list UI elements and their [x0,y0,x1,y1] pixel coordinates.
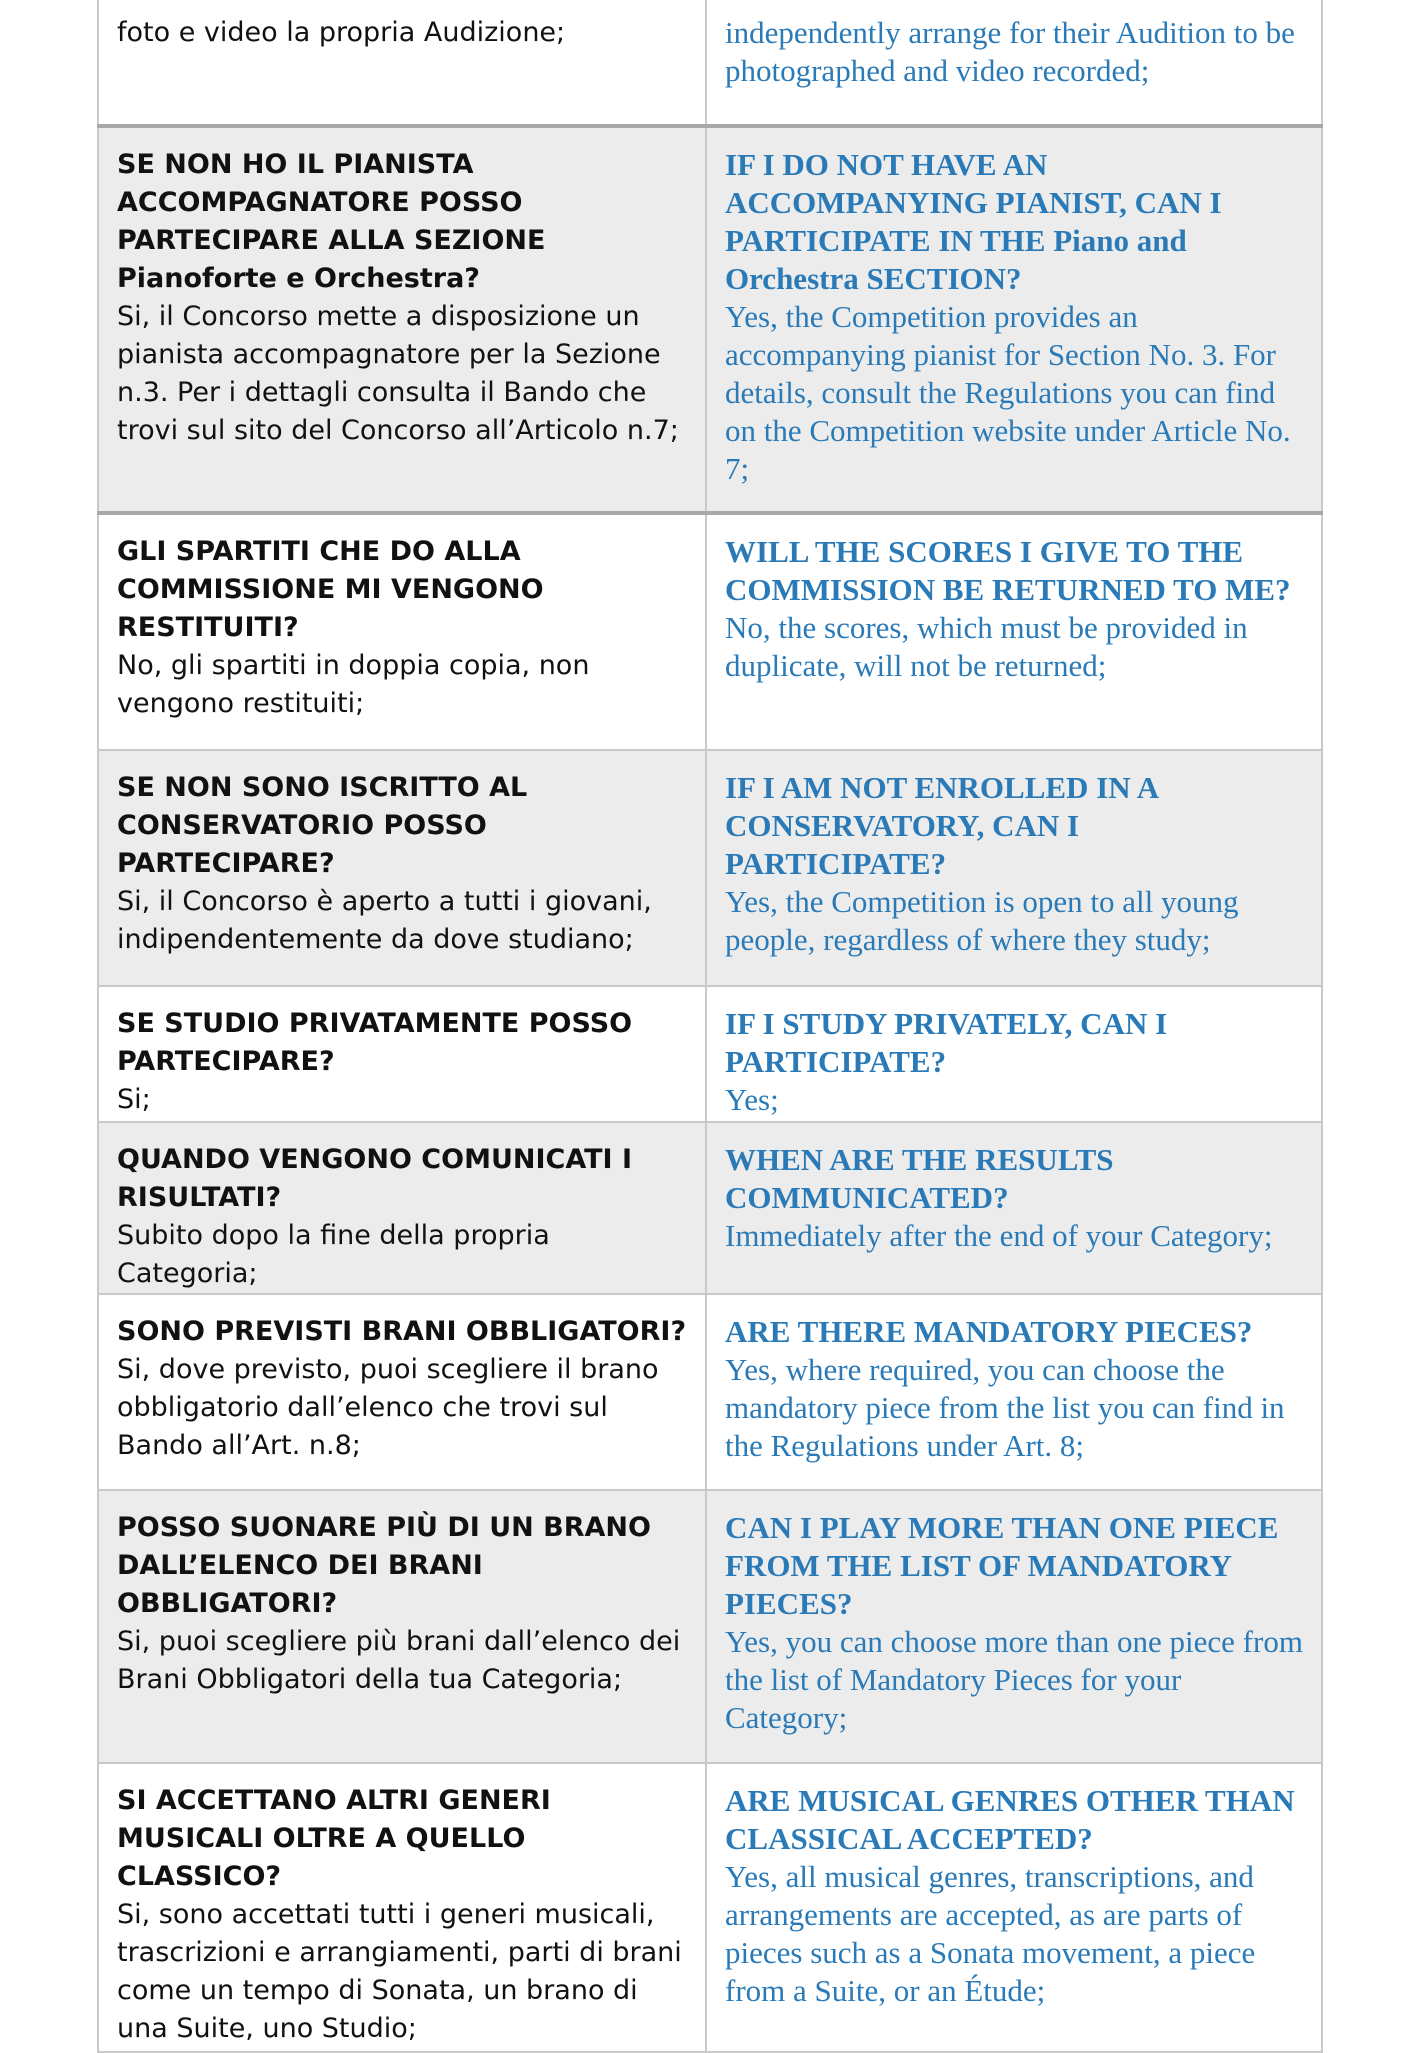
cell-english [706,0,1322,126]
english-answer: Yes, where required, you can choose the mandatory piece from the list you can find in the Regulations under Art. 8; [725,1352,1285,1463]
english-answer: No, the scores, which must be provided in duplicate, will not be returned; [725,610,1248,683]
italian-text: foto e video la propria Audizione; [117,17,566,48]
english-question: ARE MUSICAL GENRES OTHER THAN CLASSICAL ACCEPTED? [725,1783,1295,1856]
italian-answer: Si, sono accettati tutti i generi musicali, trascrizioni e arrangiamenti, parti di brani come un tempo di Sonata, un brano di una Suite, uno Studio; [117,1899,682,2044]
italian-question: SI ACCETTANO ALTRI GENERI MUSICALI OLTRE A QUELLO CLASSICO? [117,1785,551,1892]
cell-italian [98,1294,706,1490]
english-question: WHEN ARE THE RESULTS COMMUNICATED? [725,1142,1114,1215]
cell-italian [98,0,706,126]
cell-italian [98,1490,706,1763]
english-question: ARE THERE MANDATORY PIECES? [725,1314,1253,1349]
english-answer: Yes, the Competition is open to all young people, regardless of where they study; [725,884,1239,957]
faq-row-genres [98,1763,1322,2052]
cell-italian [98,1763,706,2052]
italian-question: QUANDO VENGONO COMUNICATI I RISULTATI? [117,1144,633,1213]
cell-italian [98,986,706,1122]
italian-question: SE NON SONO ISCRITTO AL CONSERVATORIO POSSO PARTECIPARE? [117,772,528,879]
cell-english [706,1490,1322,1763]
english-answer: Yes, the Competition provides an accompanying pianist for Section No. 3. For details, consult the Regulations you can find on the Competition website under Article No. 7; [725,299,1291,486]
faq-row-multiple-pieces [98,1490,1322,1763]
english-question: CAN I PLAY MORE THAN ONE PIECE FROM THE LIST OF MANDATORY PIECES? [725,1510,1279,1621]
italian-answer: No, gli spartiti in doppia copia, non vengono restituiti; [117,650,590,719]
italian-question: SONO PREVISTI BRANI OBBLIGATORI? [117,1316,687,1347]
cell-english [706,513,1322,750]
italian-question: POSSO SUONARE PIÙ DI UN BRANO DALL’ELENCO DEI BRANI OBBLIGATORI? [117,1512,651,1619]
italian-question: GLI SPARTITI CHE DO ALLA COMMISSIONE MI VENGONO RESTITUITI? [117,536,544,643]
cell-italian [98,1122,706,1294]
faq-table [97,0,1323,2053]
cell-italian [98,126,706,513]
faq-row-pianist [98,126,1322,513]
english-answer: Yes, you can choose more than one piece from the list of Mandatory Pieces for your Category; [725,1624,1303,1735]
english-answer: Yes, all musical genres, transcriptions, and arrangements are accepted, as are parts of pieces such as a Sonata movement, a piece from a Suite, or an Étude; [725,1859,1256,2008]
italian-question: SE NON HO IL PIANISTA ACCOMPAGNATORE POSSO PARTECIPARE ALLA SEZIONE Pianoforte e Orchestra? [117,149,546,294]
english-question: IF I AM NOT ENROLLED IN A CONSERVATORY, CAN I PARTICIPATE? [725,770,1158,881]
faq-row-mandatory [98,1294,1322,1490]
english-question: IF I DO NOT HAVE AN ACCOMPANYING PIANIST, CAN I PARTICIPATE IN THE Piano and Orchestra SECTION? [725,147,1222,296]
english-text: independently arrange for their Audition to be photographed and video recorded; [725,15,1295,88]
cell-english [706,1294,1322,1490]
italian-answer: Si, dove previsto, puoi scegliere il brano obbligatorio dall’elenco che trovi sul Bando all’Art. n.8; [117,1354,659,1461]
faq-row-scores [98,513,1322,750]
cell-english [706,126,1322,513]
faq-row-private [98,986,1322,1122]
english-answer: Immediately after the end of your Category; [725,1218,1273,1253]
english-question: WILL THE SCORES I GIVE TO THE COMMISSION BE RETURNED TO ME? [725,534,1291,607]
cell-italian [98,750,706,986]
english-question: IF I STUDY PRIVATELY, CAN I PARTICIPATE? [725,1006,1168,1079]
italian-answer: Si; [117,1084,151,1115]
cell-english [706,750,1322,986]
english-answer: Yes; [725,1082,779,1117]
faq-row-results [98,1122,1322,1294]
italian-answer: Si, il Concorso mette a disposizione un pianista accompagnatore per la Sezione n.3. Per i dettagli consulta il Bando che trovi sul sito del Concorso all’Articolo n.7; [117,301,679,446]
faq-row-conservatory [98,750,1322,986]
cell-english [706,986,1322,1122]
cell-english [706,1122,1322,1294]
italian-answer: Si, puoi scegliere più brani dall’elenco dei Brani Obbligatori della tua Categoria; [117,1626,681,1695]
italian-answer: Subito dopo la fine della propria Categoria; [117,1220,550,1289]
cell-english [706,1763,1322,2052]
faq-row-intro [98,0,1322,126]
cell-italian [98,513,706,750]
italian-question: SE STUDIO PRIVATAMENTE POSSO PARTECIPARE? [117,1008,633,1077]
italian-answer: Si, il Concorso è aperto a tutti i giovani, indipendentemente da dove studiano; [117,886,652,955]
